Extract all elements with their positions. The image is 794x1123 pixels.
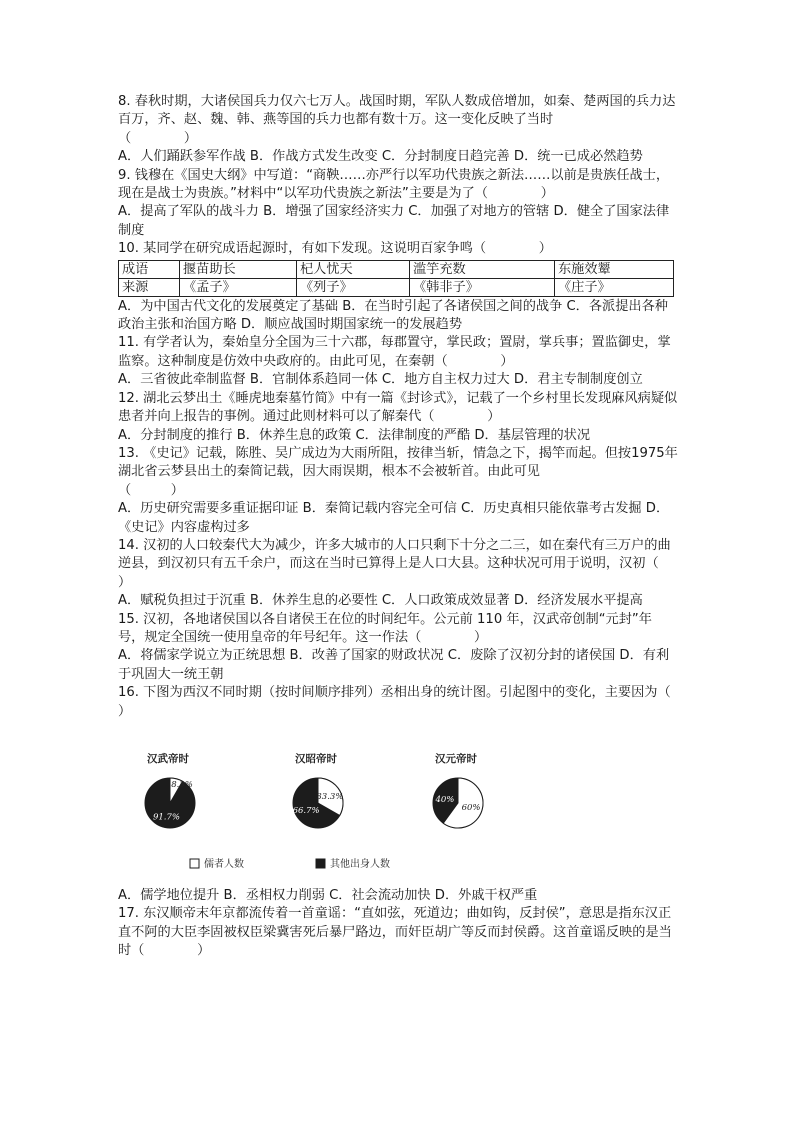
q9-options: A．提高了军队的战斗力 B．增强了国家经济实力 C．加强了对地方的管辖 D．健全了国家法律制度 (118, 204, 670, 238)
legend-label-ru: 儒者人数 (204, 859, 244, 870)
pie-label-ru: 60% (461, 803, 481, 814)
q15-stem: 15. 汉初，各地诸侯国以各自诸侯王在位的时间纪年。公元前 110 年，汉武帝创制“元封”年号，规定全国统一使用皇帝的年号纪年。这一作法（ ） (118, 611, 652, 645)
q14-options: A．赋税负担过于沉重 B．休养生息的必要性 C．人口政策成效显著 D．经济发展水平提高 (118, 593, 643, 609)
q8-stem: 8. 春秋时期，大诸侯国兵力仅六七万人。战国时期，军队人数成倍增加，如秦、楚两国的兵力达百万，齐、赵、魏、韩、燕等国的兵力也都有数十万。这一变化反映了当时 (118, 94, 676, 128)
table-cell: 《孟子》 (180, 278, 297, 296)
q15-options: A．将儒家学说立为正统思想 B．改善了国家的财政状况 C．废除了汉初分封的诸侯国 D．有利于巩固大一统王朝 (118, 648, 670, 682)
q11-stem: 11. 有学者认为，秦始皇分全国为三十六郡，每郡置守，掌民政；置尉，掌兵事；置监御史，掌监察。这种制度是仿效中央政府的。由此可见，在秦朝（ ） (118, 335, 671, 369)
q10-stem: 10. 某同学在研究成语起源时，有如下发现。这说明百家争鸣（ ） (118, 241, 552, 257)
q12-stem: 12. 湖北云梦出土《睡虎地秦墓竹简》中有一篇《封诊式》，记载了一个乡村里长发现麻风病疑似患者并向上报告的事例。通过此则材料可以了解秦代（ ） (118, 390, 678, 425)
table-cell: 《韩非子》 (410, 278, 555, 296)
table-cell: 来源 (119, 278, 180, 296)
q12-options: A．分封制度的推行 B．休养生息的政策 C．法律制度的严酷 D．基层管理的状况 (118, 427, 591, 443)
table-cell: 《列子》 (297, 278, 410, 296)
table-row (119, 260, 674, 278)
table-row (119, 278, 674, 296)
pie-title: 汉元帝时 (435, 753, 477, 765)
q8-blank: （ ） (118, 130, 198, 146)
q11-options: A．三省彼此牵制监督 B．官制体系趋同一体 C．地方自主权力过大 D．君主专制制度创立 (118, 372, 643, 388)
q9-stem: 9. 钱穆在《国史大纲》中写道：“商鞅……亦严行以军功代贵族之新法……以前是贵族任战士，现在是战士为贵族。”材料中“以军功代贵族之新法”主要是为了（ ） (118, 167, 670, 202)
pie-label-other: 91.7% (152, 812, 180, 823)
table-cell: 滥竽充数 (410, 260, 555, 278)
q14-stem: 14. 汉初的人口较秦代大为减少，许多大城市的人口只剩下十分之二三，如在秦代有三万户的曲逆县，到汉初只有五千余户，而这在当时已算得上是人口大县。这种状况可用于说明，汉初（ ） (118, 537, 712, 590)
table-cell: 揠苗助长 (180, 260, 297, 278)
table-cell: 杞人忧天 (297, 260, 410, 278)
q13-blank: （ ） (118, 482, 184, 498)
pie-title: 汉武帝时 (147, 753, 189, 765)
table-cell: 《庄子》 (555, 278, 674, 296)
pie-label-other: 40% (435, 794, 455, 805)
pie-label-ru: 33.3% (316, 792, 344, 803)
pie-title: 汉昭帝时 (295, 753, 337, 765)
legend-swatch-other (316, 859, 325, 868)
q8-options: A．人们踊跃参军作战 B．作战方式发生改变 C．分封制度日趋完善 D．统一已成必然趋势 (118, 149, 643, 165)
q16-stem: 16. 下图为西汉不同时期（按时间顺序排列）丞相出身的统计图。引起图中的变化，主要因为（ ） (118, 685, 724, 719)
q13-stem: 13. 《史记》记载，陈胜、吴广成边为大雨所阻，按律当斩，情急之下，揭竿而起。但按1975年湖北省云梦县出土的秦简记载，因大雨误期，根本不会被斩首。由此可见 (118, 445, 678, 480)
q10-options: A．为中国古代文化的发展奠定了基础 B．在当时引起了各诸侯国之间的战争 C．各派提出各种政治主张和治国方略 D．顺应战国时期国家统一的发展趋势 (118, 298, 668, 333)
table-cell: 成语 (119, 260, 180, 278)
pie-charts-svg (118, 731, 678, 881)
q17-stem: 17. 东汉顺帝末年京都流传着一首童谣：“直如弦，死道边；曲如钩，反封侯”，意思是指东汉正直不阿的大臣李固被权臣梁冀害死后暴尸路边，而奸臣胡广等反而封侯爵。这首童谣反映的是当时（ ） (118, 906, 672, 959)
pie-chart-figure (118, 731, 678, 881)
table-cell: 东施效颦 (555, 260, 674, 278)
exam-page (118, 93, 724, 961)
pie-label-ru: 8.3% (171, 780, 193, 790)
idiom-table (118, 260, 674, 297)
pie-label-other: 66.7% (292, 805, 320, 816)
legend-swatch-ru (190, 859, 199, 868)
q16-options: A．儒学地位提升 B．丞相权力削弱 C．社会流动加快 D．外戚干权严重 (118, 888, 538, 903)
legend-label-other: 其他出身人数 (330, 859, 390, 870)
q13-options: A．历史研究需要多重证据印证 B．秦简记载内容完全可信 C．历史真相只能依靠考古发掘 D．《史记》内容虚构过多 (118, 501, 670, 535)
